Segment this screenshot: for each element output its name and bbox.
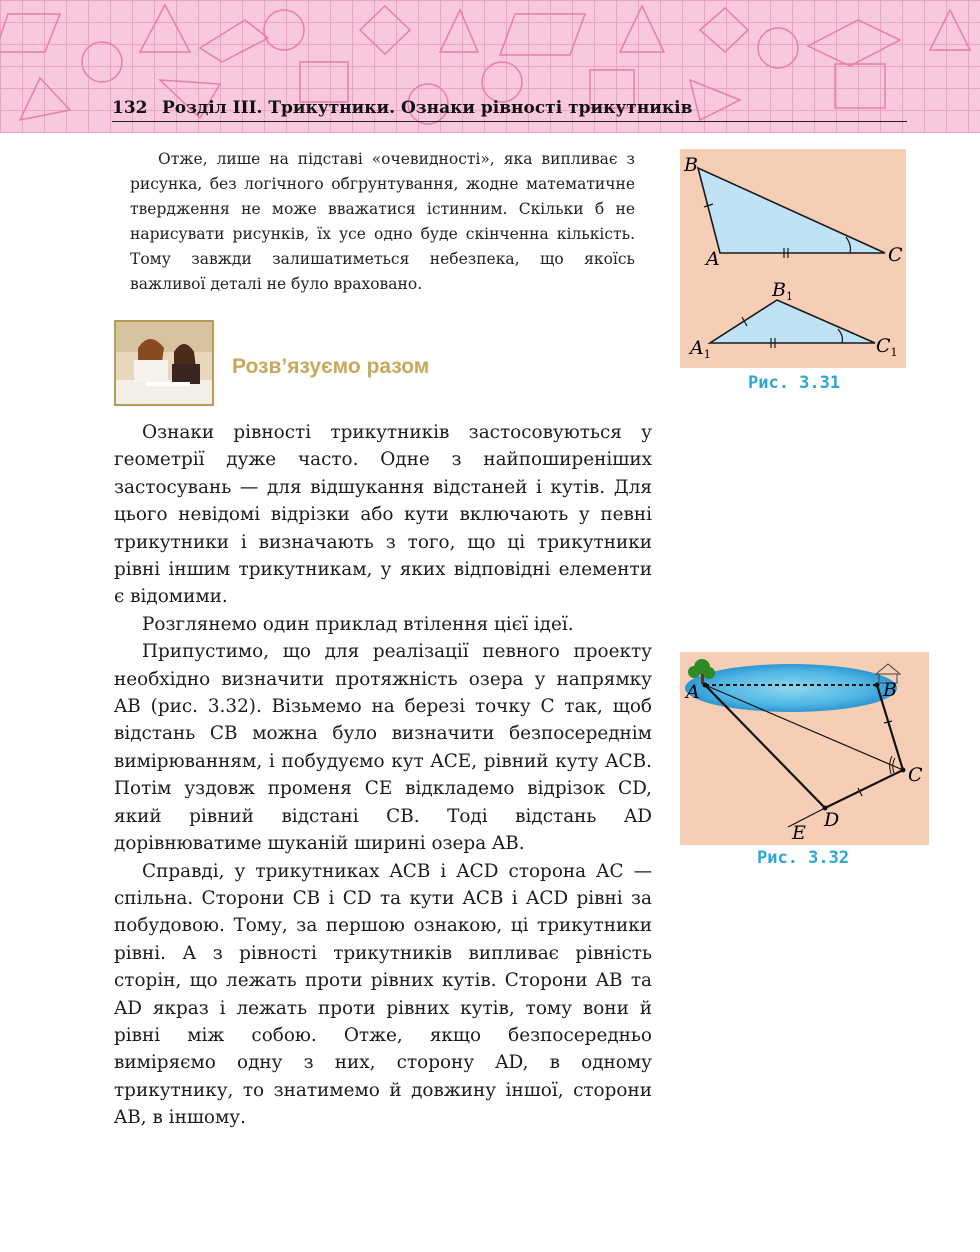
section-heading: Розв’язуємо разом [232, 355, 430, 378]
main-text [114, 419, 652, 1132]
intro-paragraph: Отже, лише на підставі «очевидності», яка випливає з рисунка, без логічного обгрунтування, жодне математичне твердження не може вважатися істинним. Скільки б не нарисувати рисунків, їх усе одно буде скінченна кількість. Тому завжди залишатиметься небезпека, що якоїсь важливої деталі не було враховано. [130, 150, 635, 293]
running-title: Розділ ІІІ. Трикутники. Ознаки рівності трикутників [162, 98, 693, 118]
students-photo [114, 320, 214, 406]
paragraph-1: Ознаки рівності трикутників застосовуються у геометрії дуже часто. Одне з найпоширеніших застосувань — для відшукання відстаней і кутів. Для цього невідомі відрізки або кути включають у певні трикутники і визначають з того, що ці трикутники рівні іншим трикутникам, у яких відповідні елементи є відомими. [114, 422, 652, 608]
label-B: B [883, 679, 897, 701]
label-B1: $B_1$ [772, 279, 793, 303]
header-rule [112, 121, 907, 122]
label-A: A [686, 681, 700, 703]
label-D: D [824, 809, 840, 831]
label-C1: $C_1$ [876, 335, 898, 359]
figure-3-32-drawing [680, 652, 929, 845]
figure-3-32-caption: Рис. 3.32 [757, 848, 850, 868]
lake-shape [685, 664, 897, 712]
label-B: B [684, 154, 698, 176]
label-C: C [908, 764, 923, 786]
figure-3-32 [680, 652, 929, 845]
figure-3-31 [680, 149, 906, 368]
label-A1: $A_1$ [690, 337, 711, 361]
figure-3-31-drawing [680, 149, 906, 368]
label-A: A [706, 248, 720, 270]
page-number: 132 [112, 98, 148, 118]
label-E: E [792, 822, 806, 844]
paragraph-3: Припустимо, що для реалізації певного проекту необхідно визначити протяжність озера у напрямку AB (рис. 3.32). Візьмемо на березі точку C так, щоб відстань CB можна було визначити безпосереднім вимірюванням, і побудуємо кут ACE, рівний куту ACB. Потім уздовж променя CE відкладемо відрізок CD, який рівний відстані CB. Тоді відстань AD дорівнюватиме шуканій ширині озера AB. [114, 641, 652, 855]
paragraph-4: Справді, у трикутниках ACB і ACD сторона AC — спільна. Сторони CB і CD та кути ACB і ACD рівні за побудовою. Тому, за першою ознакою, ці трикутники рівні. А з рівності трикутників випливає рівність сторін, що лежать проти рівних кутів. Сторони AB та AD якраз і лежать проти рівних кутів, тому вони й рівні між собою. Отже, якщо безпосередньо виміряємо одну з них, сторону AD, в одному трикутнику, то знатимемо й довжину іншої, сторони AB, в іншому. [114, 860, 652, 1129]
paragraph-2: Розглянемо один приклад втілення цієї ідеї. [142, 613, 574, 635]
label-C: C [888, 244, 903, 266]
photo-illustration [116, 322, 212, 404]
figure-3-31-caption: Рис. 3.31 [748, 373, 841, 393]
